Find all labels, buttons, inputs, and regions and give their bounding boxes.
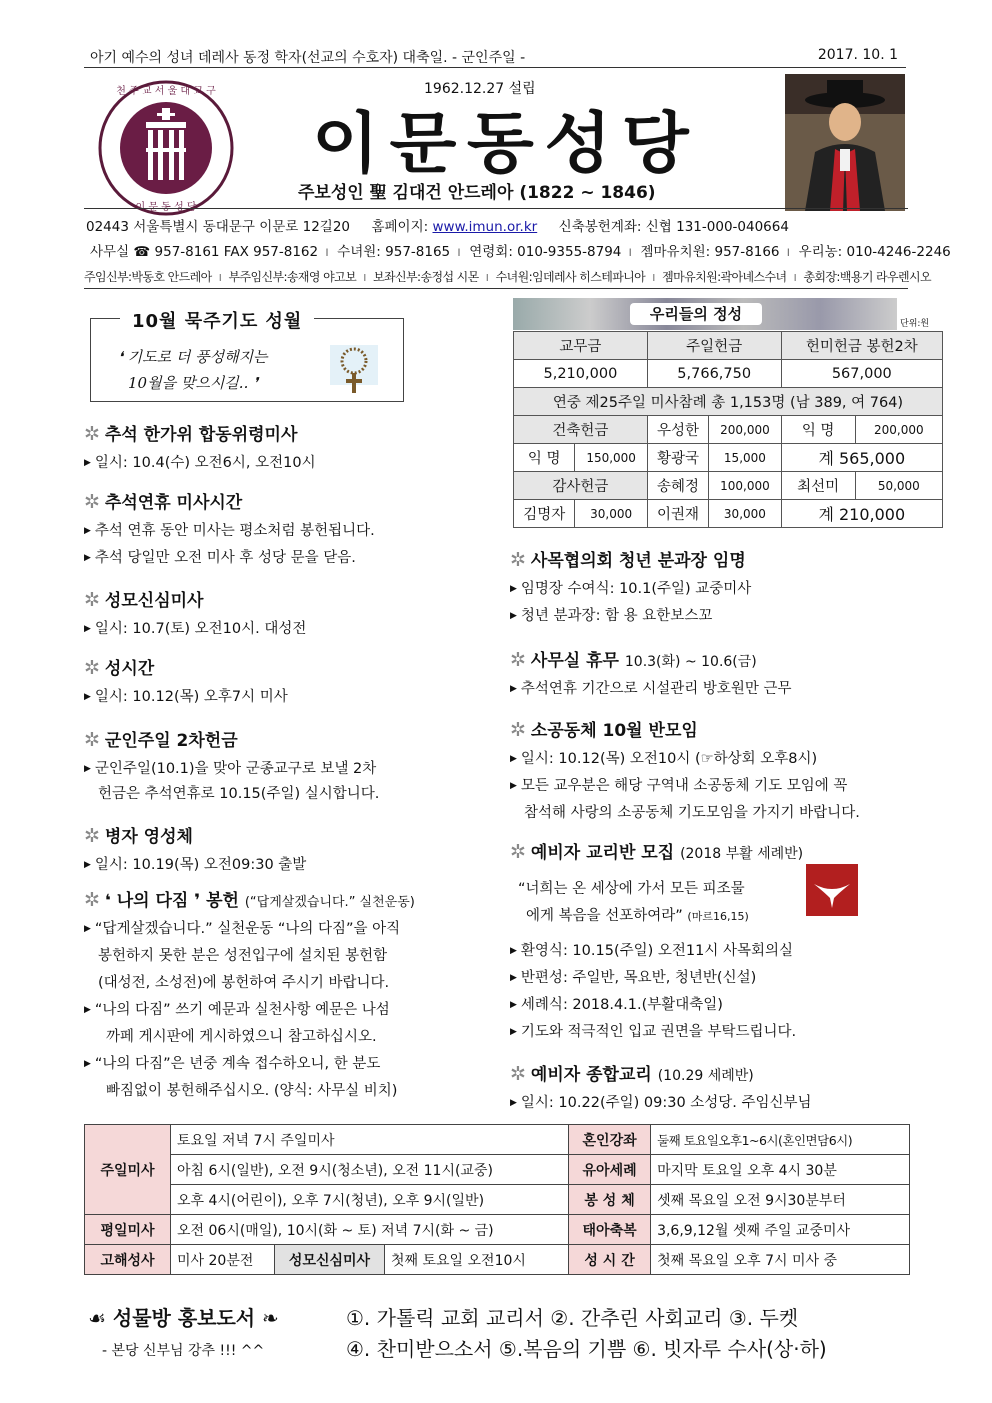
section-line: 추석 연휴 동안 미사는 평소처럼 봉헌됩니다. — [94, 523, 375, 539]
contact-divider — [84, 288, 908, 289]
bookshop-subtitle: - 본당 신부님 강추 !!! ^^ — [102, 1343, 265, 1359]
section-line: 일시: 10.7(토) 오전10시. 대성전 — [94, 621, 307, 637]
address: 02443 서울특별시 동대문구 이문로 12길20 — [86, 219, 350, 235]
table-header-cell: 헌미헌금 봉헌2차 — [781, 332, 942, 360]
header-feast-line — [84, 46, 906, 68]
section-title: 사무실 휴무 — [530, 651, 619, 671]
table-cell: 5,766,750 — [647, 360, 781, 388]
section-line: 헌금은 추석연휴로 10.15(주일) 실시합니다. — [98, 786, 380, 802]
right-column — [510, 546, 930, 1112]
phone-farm: 우리농: 010-4246-2246 — [798, 244, 951, 260]
table-cell: 미사 20분전 — [171, 1245, 275, 1275]
section-title: 예비자 종합교리 — [530, 1065, 652, 1085]
notice-small-community — [510, 716, 930, 838]
table-cell: 첫째 토요일 오전10시 — [385, 1245, 569, 1275]
table-row — [514, 500, 943, 528]
section-line: 반편성: 주일반, 목요반, 청년반(신설) — [520, 970, 757, 986]
donor-amount: 200,000 — [709, 416, 781, 444]
asterism-icon: ✲ — [510, 1063, 526, 1085]
donor-name: 이권재 — [647, 500, 708, 528]
asterism-icon: ✲ — [84, 825, 100, 847]
bullet-icon: ▶ — [510, 781, 517, 791]
rosary-line-1: ❛ 기도로 더 풍성해지는 — [118, 348, 268, 366]
donor-amount: 50,000 — [855, 472, 942, 500]
donor-amount: 30,000 — [709, 500, 781, 528]
founded-date: 1962.12.27 설립 — [424, 81, 536, 97]
section-line: 모든 교우분은 해당 구역내 소공동체 기도 모임에 꼭 — [520, 778, 848, 794]
bullet-icon: ▶ — [84, 624, 91, 634]
bullet-icon: ▶ — [84, 526, 91, 536]
section-title: ❛ 나의 다짐 ❜ 봉헌 — [104, 891, 239, 911]
section-line: 추석 당일만 오전 미사 후 성당 문을 닫음. — [94, 550, 356, 566]
table-row — [514, 416, 943, 444]
section-line: 까페 게시판에 게시하였으니 참고하십시오. — [106, 1029, 377, 1045]
asterism-icon: ✲ — [84, 889, 100, 911]
section-subtitle: 10.3(화) ~ 10.6(금) — [624, 654, 757, 670]
section-line: 청년 분과장: 함 용 요한보스꼬 — [520, 608, 713, 624]
rosary-message — [118, 344, 268, 396]
phone-office: 사무실 ☎ 957-8161 FAX 957-8162 — [90, 244, 319, 260]
bullet-icon: ▶ — [84, 924, 91, 934]
table-row — [85, 1125, 910, 1155]
table-header-cell: 교무금 — [514, 332, 648, 360]
section-line: 참석해 사랑의 소공동체 기도모임을 가지기 바랍니다. — [524, 805, 860, 821]
svg-text:천 주 교 서 울 대 교 구: 천 주 교 서 울 대 교 구 — [116, 86, 216, 97]
attendance-cell: 연중 제25주일 미사참례 총 1,153명 (남 389, 여 764) — [514, 388, 943, 416]
bullet-icon: ▶ — [510, 754, 517, 764]
section-subtitle: (“답게살겠습니다.” 실천운동) — [244, 895, 415, 910]
thanks-total: 계 210,000 — [781, 500, 942, 528]
section-line: 일시: 10.12(목) 오전10시 (☞하상회 오후8시) — [520, 751, 818, 767]
confession-label: 고해성사 — [85, 1245, 171, 1275]
rosary-icon — [330, 345, 378, 399]
section-title: 사목협의회 청년 분과장 임명 — [530, 551, 746, 571]
notice-office-closed — [510, 646, 930, 716]
donor-name: 우성한 — [647, 416, 708, 444]
section-title: 예비자 교리반 모집 — [530, 843, 675, 863]
notice-holy-hour — [84, 654, 504, 726]
building-account: 신축봉헌계좌: 신협 131-000-040664 — [558, 219, 789, 235]
bulletin-date: 2017. 10. 1 — [817, 47, 898, 63]
section-line: 환영식: 10.15(주일) 오전11시 사목회의실 — [520, 943, 793, 959]
section-line: 기도와 적극적인 입교 권면을 부탁드립니다. — [520, 1024, 797, 1040]
gospel-quote — [510, 877, 930, 925]
table-cell: 마지막 토요일 오후 4시 30분 — [651, 1155, 910, 1185]
donor-name: 황광국 — [647, 444, 708, 472]
building-label: 건축헌금 — [514, 416, 648, 444]
bullet-icon: ▶ — [510, 611, 517, 621]
donor-amount: 100,000 — [709, 472, 781, 500]
table-label-cell: 봉 성 체 — [569, 1185, 651, 1215]
table-row — [514, 332, 943, 360]
notice-youth-appointment — [510, 546, 930, 646]
table-row — [514, 388, 943, 416]
mass-schedule-table — [84, 1124, 910, 1275]
asterism-icon: ✲ — [84, 657, 100, 679]
building-total: 계 565,000 — [781, 444, 942, 472]
section-title: 추석 한가위 합동위령미사 — [104, 425, 298, 445]
bullet-icon: ▶ — [84, 692, 91, 702]
section-title: 성모신심미사 — [104, 591, 204, 611]
donor-amount: 150,000 — [575, 444, 647, 472]
table-row — [514, 444, 943, 472]
table-cell: 둘째 토요일오후1~6시(혼인면담6시) — [651, 1125, 910, 1155]
bullet-icon: ▶ — [510, 1098, 517, 1108]
donor-name: 최선미 — [781, 472, 855, 500]
section-line: 세례식: 2018.4.1.(부활대축일) — [520, 997, 723, 1013]
bullet-icon: ▶ — [84, 764, 91, 774]
phone-line: 사무실 ☎ 957-8161 FAX 957-8162 ı 수녀원: 957-8165 ı 연령회: 010-9355-8794 ı 젬마유치원: 957-8166 ı 우리농: 010-4246-2246 — [90, 244, 951, 260]
table-cell: 3,6,9,12월 셋째 주일 교중미사 — [651, 1215, 910, 1245]
table-cell: 5,210,000 — [514, 360, 648, 388]
notice-holiday-mass — [84, 488, 504, 586]
table-cell: 셋째 목요일 오전 9시30분부터 — [651, 1185, 910, 1215]
patron-saint: 주보성인 聖 김대건 안드레아 (1822 ~ 1846) — [298, 183, 656, 203]
staff-convent: 수녀원:임데레사 히스테파니아 — [495, 270, 646, 284]
staff-kindergarten: 젬마유치원:곽아녜스수녀 — [662, 270, 787, 284]
table-row — [85, 1155, 910, 1185]
section-line: “답게살겠습니다.” 실천운동 “나의 다짐”을 아직 — [94, 921, 401, 937]
notice-my-resolution — [84, 886, 504, 1100]
section-line: 임명장 수여식: 10.1(주일) 교중미사 — [520, 581, 752, 597]
table-cell: 567,000 — [781, 360, 942, 388]
book-list-line-1: ①. 가톨릭 교회 교리서 ②. 간추린 사회교리 ③. 두켓 — [346, 1306, 799, 1330]
table-cell: 토요일 저녁 7시 주일미사 — [171, 1125, 569, 1155]
donor-name: 김명자 — [514, 500, 575, 528]
bullet-icon: ▶ — [84, 1005, 91, 1015]
section-line: (대성전, 소성전)에 봉헌하여 주시기 바랍니다. — [98, 975, 390, 991]
table-label-cell: 유아세례 — [569, 1155, 651, 1185]
bullet-icon: ▶ — [510, 1000, 517, 1010]
table-label-cell: 성 시 간 — [569, 1245, 651, 1275]
table-label-cell: 혼인강좌 — [569, 1125, 651, 1155]
section-subtitle: (2018 부활 세례반) — [680, 846, 804, 862]
bullet-icon: ▶ — [84, 1059, 91, 1069]
notice-catechumen-recruit — [510, 838, 930, 1060]
table-row — [514, 472, 943, 500]
table-row — [85, 1215, 910, 1245]
table-cell: 아침 6시(일반), 오전 9시(청소년), 오전 11시(교중) — [171, 1155, 569, 1185]
sunday-mass-label: 주일미사 — [85, 1125, 171, 1215]
contact-line — [86, 215, 789, 235]
section-line: 군인주일(10.1)을 맞아 군종교구로 보낼 2차 — [94, 761, 377, 777]
book-list-line-2: ④. 찬미받으소서 ⑤.복음의 기쁨 ⑥. 빗자루 수사(상·하) — [346, 1337, 827, 1361]
staff-president: 총회장:백용기 라우렌시오 — [803, 270, 932, 284]
notice-sick-communion — [84, 822, 504, 886]
bullet-icon: ▶ — [510, 1027, 517, 1037]
section-subtitle: (10.29 세례반) — [657, 1068, 754, 1084]
phone-convent: 수녀원: 957-8165 — [337, 244, 451, 260]
donor-name: 송혜정 — [647, 472, 708, 500]
weekday-mass-label: 평일미사 — [85, 1215, 171, 1245]
donor-amount: 15,000 — [709, 444, 781, 472]
parish-title: 이문동성당 — [312, 105, 700, 182]
marian-mass-label: 성모신심미사 — [275, 1245, 385, 1275]
feast-title: 아기 예수의 성녀 데레사 동정 학자(선교의 수호자) 대축일. - 군인주일 - — [90, 50, 526, 66]
rosary-title: 10월 묵주기도 성월 — [120, 307, 314, 333]
holy-spirit-dove-icon — [806, 864, 858, 916]
section-line: 일시: 10.12(목) 오후7시 미사 — [94, 689, 288, 705]
svg-text:이 문 동 성 당: 이 문 동 성 당 — [135, 202, 197, 213]
donor-amount: 30,000 — [575, 500, 647, 528]
saint-portrait-image — [785, 74, 905, 211]
asterism-icon: ✲ — [84, 491, 100, 513]
asterism-icon: ✲ — [510, 549, 526, 571]
section-line: 추석연휴 기간으로 시설관리 방호원만 근무 — [520, 681, 792, 697]
notice-military-collection — [84, 726, 504, 822]
offering-unit: 단위:원 — [900, 319, 930, 329]
section-line: 일시: 10.19(목) 오전09:30 출발 — [94, 857, 307, 873]
donor-amount: 200,000 — [855, 416, 942, 444]
quote-line: “너희는 온 세상에 가서 모든 피조물 — [518, 881, 745, 897]
section-line: “나의 다짐”은 년중 계속 접수하오니, 한 분도 — [94, 1056, 381, 1072]
table-row — [514, 360, 943, 388]
asterism-icon: ✲ — [510, 719, 526, 741]
table-header-cell: 주일헌금 — [647, 332, 781, 360]
table-cell: 오후 4시(어린이), 오후 7시(청년), 오후 9시(일반) — [171, 1185, 569, 1215]
section-line: 일시: 10.4(수) 오전6시, 오전10시 — [94, 455, 316, 471]
section-line: 빠짐없이 봉헌해주십시오. (양식: 사무실 비치) — [106, 1083, 398, 1099]
table-label-cell: 태아축복 — [569, 1215, 651, 1245]
bookshop-title: ☙ 성물방 홍보도서 ❧ — [88, 1306, 279, 1330]
thanks-label: 감사헌금 — [514, 472, 648, 500]
left-column — [84, 420, 504, 1100]
phone-funeral: 연령회: 010-9355-8794 — [469, 244, 622, 260]
phone-kindergarten: 젬마유치원: 957-8166 — [640, 244, 780, 260]
donor-name: 익 명 — [781, 416, 855, 444]
donor-name: 익 명 — [514, 444, 575, 472]
quote-line: 에게 복음을 선포하여라” — [526, 908, 683, 924]
offering-banner-label: 우리들의 정성 — [630, 303, 762, 325]
asterism-icon: ✲ — [84, 729, 100, 751]
asterism-icon: ✲ — [510, 841, 526, 863]
homepage-label: 홈페이지: — [371, 219, 429, 235]
section-line: 봉헌하지 못한 분은 성전입구에 설치된 봉헌함 — [98, 948, 388, 964]
section-line: 일시: 10.22(주일) 09:30 소성당. 주임신부님 — [520, 1095, 812, 1111]
section-title: 병자 영성체 — [104, 827, 193, 847]
notice-marian-mass — [84, 586, 504, 654]
notice-catechumen-general — [510, 1060, 930, 1112]
homepage-link[interactable]: www.imun.or.kr — [432, 219, 538, 235]
bullet-icon: ▶ — [510, 946, 517, 956]
table-row — [85, 1245, 910, 1275]
asterism-icon: ✲ — [510, 649, 526, 671]
section-title: 군인주일 2차헌금 — [104, 731, 238, 751]
bullet-icon: ▶ — [84, 553, 91, 563]
bullet-icon: ▶ — [510, 584, 517, 594]
section-title: 성시간 — [104, 659, 155, 679]
rosary-line-2: 10월을 맞으시길.. ❜ — [128, 374, 258, 392]
staff-pastor: 주임신부:박동호 안드레아 — [84, 270, 212, 284]
table-cell: 첫째 목요일 오후 7시 미사 중 — [651, 1245, 910, 1275]
bullet-icon: ▶ — [510, 684, 517, 694]
table-cell: 오전 06시(매일), 10시(화 ~ 토) 저녁 7시(화 ~ 금) — [171, 1215, 569, 1245]
offering-table — [513, 331, 943, 528]
section-title: 소공동체 10월 반모임 — [530, 721, 698, 741]
staff-line: 주임신부:박동호 안드레아 ı 부주임신부:송재영 야고보 ı 보좌신부:송정섭 시몬 ı 수녀원:임데레사 히스테파니아 ı 젬마유치원:곽아녜스수녀 ı 총회장:백용기 라우렌시오 — [84, 270, 932, 284]
notice-memorial-mass — [84, 420, 504, 488]
asterism-icon: ✲ — [84, 423, 100, 445]
section-title: 추석연휴 미사시간 — [104, 493, 243, 513]
asterism-icon: ✲ — [84, 589, 100, 611]
header-divider — [84, 208, 908, 209]
bullet-icon: ▶ — [84, 458, 91, 468]
staff-associate: 부주임신부:송재영 야고보 — [228, 270, 357, 284]
staff-assistant: 보좌신부:송정섭 시몬 — [373, 270, 479, 284]
bullet-icon: ▶ — [84, 860, 91, 870]
parish-seal-icon — [96, 78, 236, 218]
quote-reference: (마르16,15) — [687, 910, 749, 923]
bullet-icon: ▶ — [510, 973, 517, 983]
section-line: “나의 다짐” 쓰기 예문과 실천사항 예문은 나섬 — [94, 1002, 390, 1018]
table-row — [85, 1185, 910, 1215]
